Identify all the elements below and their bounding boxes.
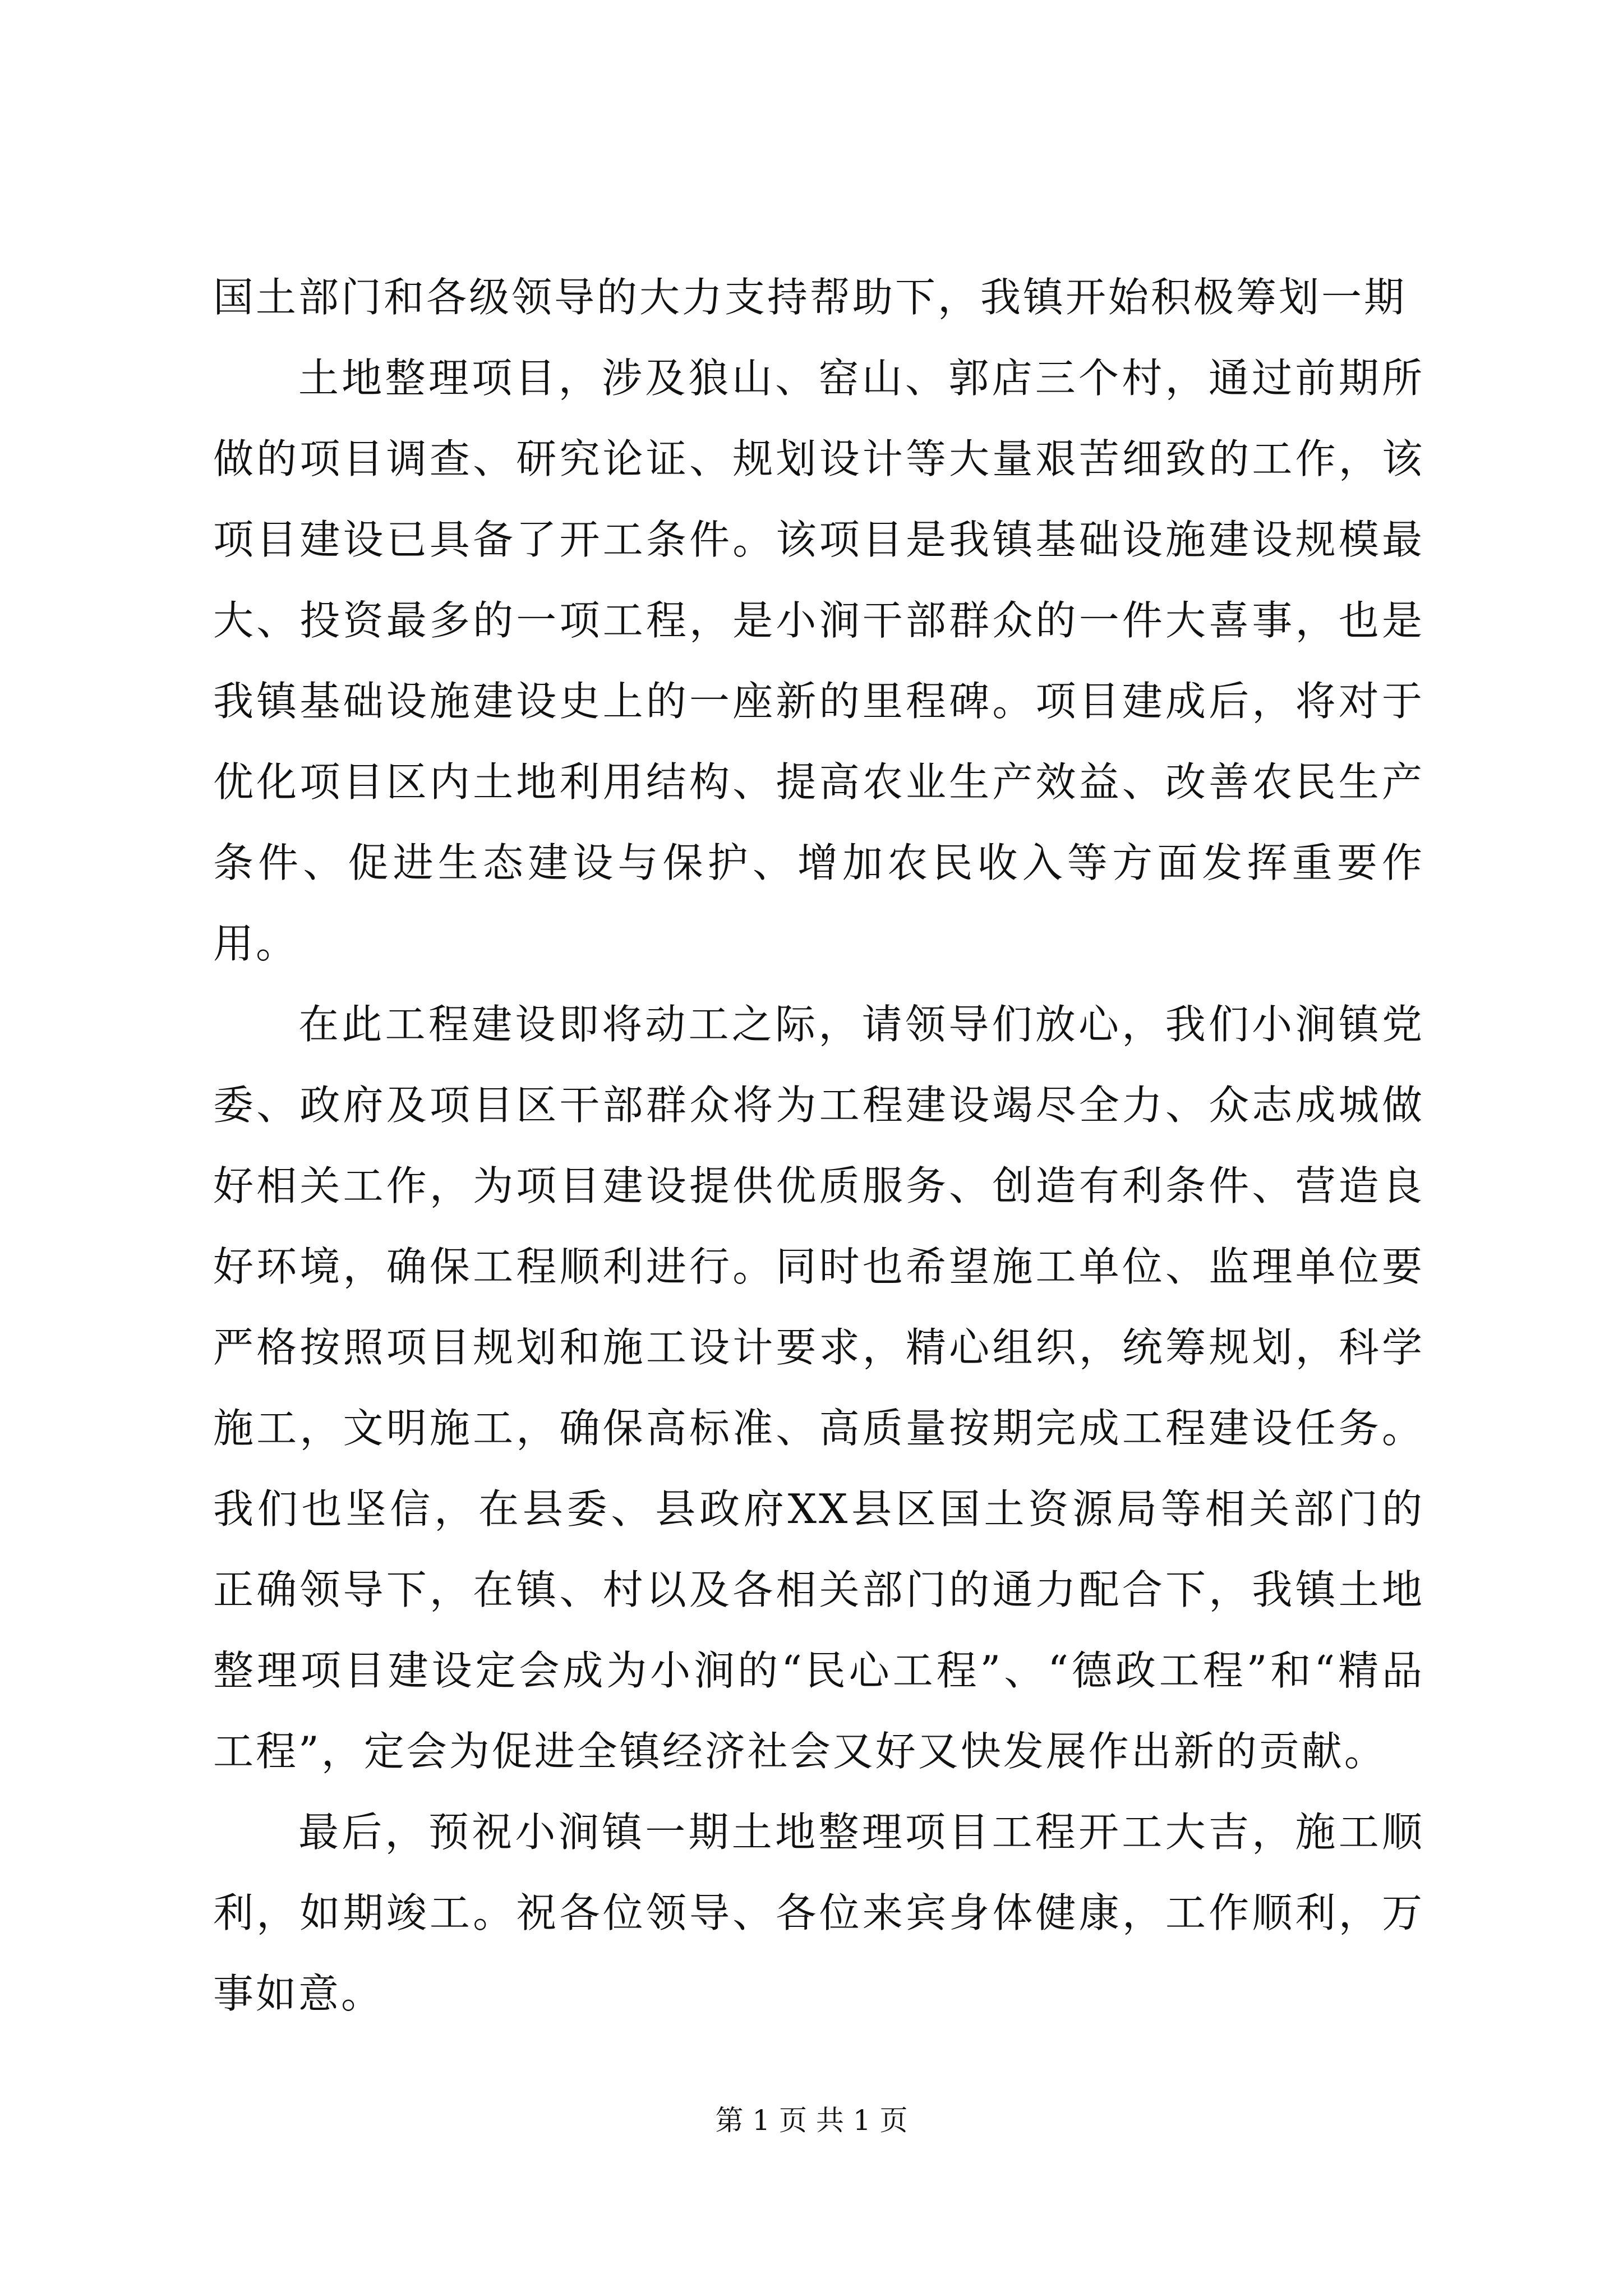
- paragraph-3: 在此工程建设即将动工之际，请领导们放心，我们小涧镇党委、政府及项目区干部群众将为工程建设竭尽全力、众志成城做好相关工作，为项目建设提供优质服务、创造有利条件、营造良好环境，确保工程顺利进行。同时也希望施工单位、监理单位要严格按照项目规划和施工设计要求，精心组织，统筹规划，科学施工，文明施工，确保高标准、高质量按期完成工程建设任务。我们也坚信，在县委、县政府XX县区国土资源局等相关部门的正确领导下，在镇、村以及各相关部门的通力配合下，我镇土地整理项目建设定会成为小涧的“民心工程”、“德政工程”和“精品工程”，定会为促进全镇经济社会又好又快发展作出新的贡献。: [213, 1001, 1424, 1775]
- paragraph-1: 国土部门和各级领导的大力支持帮助下，我镇开始积极筹划一期: [213, 274, 1407, 321]
- paragraph-2: 土地整理项目，涉及狼山、窑山、郭店三个村，通过前期所做的项目调查、研究论证、规划设计等大量艰苦细致的工作，该项目建设已具备了开工条件。该项目是我镇基础设施建设规模最大、投资最多的一项工程，是小涧干部群众的一件大喜事，也是我镇基础设施建设史上的一座新的里程碑。项目建成后，将对于优化项目区内土地利用结构、提高农业生产效益、改善农民生产条件、促进生态建设与保护、增加农民收入等方面发挥重要作用。: [213, 355, 1424, 967]
- paragraph-4: 最后，预祝小涧镇一期土地整理项目工程开工大吉，施工顺利，如期竣工。祝各位领导、各位来宾身体健康，工作顺利，万事如意。: [213, 1809, 1424, 2017]
- document-body: [213, 257, 1424, 2034]
- page-number-label: 第 1 页 共 1 页: [715, 2104, 908, 2137]
- page-footer: [0, 2101, 1623, 2140]
